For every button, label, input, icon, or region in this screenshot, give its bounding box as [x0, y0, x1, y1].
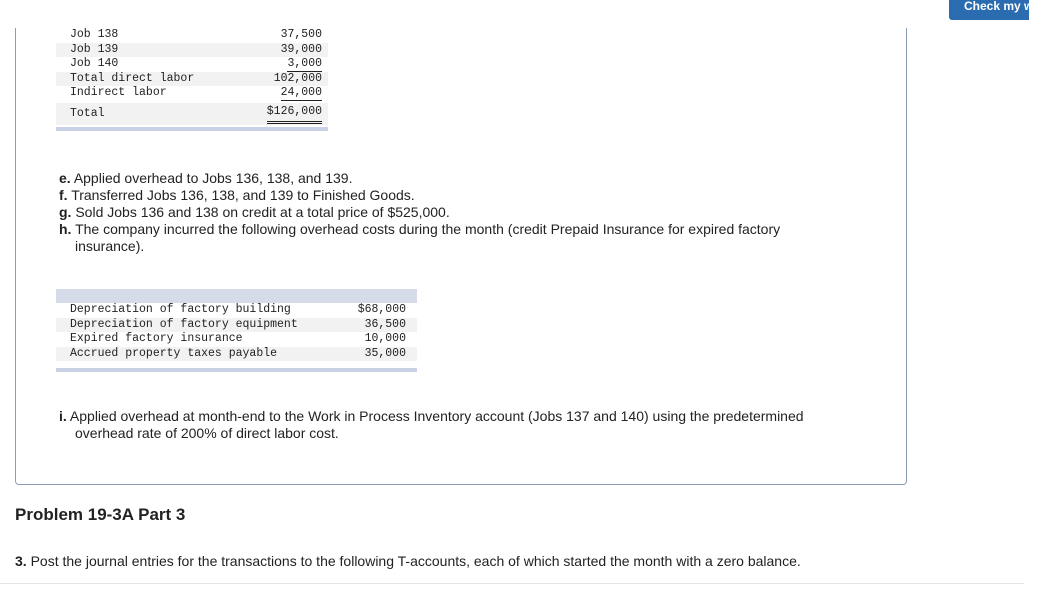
- transaction-text-continued: insurance).: [75, 238, 145, 254]
- labor-row-total: [56, 103, 328, 125]
- labor-row-value: 39,000: [280, 42, 322, 56]
- table-bottom-bar: [56, 127, 328, 131]
- overhead-row-value: 36,500: [364, 317, 406, 331]
- overhead-row-value: 10,000: [364, 332, 406, 345]
- labor-row-job-140: [56, 57, 328, 72]
- overhead-costs-table: [56, 289, 417, 372]
- transaction-g: [59, 204, 859, 221]
- labor-row-value: 102,000: [273, 71, 322, 85]
- part-instruction: [15, 553, 801, 569]
- overhead-row: [56, 332, 417, 347]
- transaction-h: [59, 221, 859, 255]
- labor-table: [56, 28, 328, 131]
- labor-total-value: $126,000: [267, 103, 322, 124]
- transaction-letter: i.: [59, 408, 67, 424]
- check-my-work-button[interactable]: Check my work: [949, 0, 1029, 20]
- transaction-text: Applied overhead to Jobs 136, 138, and 139.: [73, 170, 353, 186]
- instruction-text: Post the journal entries for the transactions to the following T-accounts, each of which started the month with a zero balance.: [30, 553, 801, 569]
- transaction-i: [59, 408, 859, 442]
- overhead-row-value: 35,000: [364, 346, 406, 360]
- part-title: Problem 19-3A Part 3: [15, 505, 186, 524]
- table-header-bar: [56, 289, 417, 303]
- transaction-text-continued: overhead rate of 200% of direct labor cost.: [75, 425, 339, 441]
- transaction-letter: h.: [59, 221, 72, 237]
- labor-row-value: 37,500: [280, 28, 322, 41]
- transaction-text: Applied overhead at month-end to the Work in Process Inventory account (Jobs 137 and 140) using the predetermined: [69, 408, 804, 424]
- overhead-row-label: Accrued property taxes payable: [70, 346, 278, 360]
- transaction-text: Transferred Jobs 136, 138, and 139 to Finished Goods.: [71, 187, 415, 203]
- labor-row-value: 24,000: [280, 86, 322, 99]
- transaction-text: Sold Jobs 136 and 138 on credit at a total price of $525,000.: [75, 204, 450, 220]
- transaction-letter: e.: [59, 170, 71, 186]
- labor-row-label: Job 139: [70, 42, 119, 56]
- instruction-number: 3.: [15, 553, 27, 569]
- divider: [0, 583, 1024, 584]
- overhead-row: [56, 303, 417, 318]
- transaction-letter: g.: [59, 204, 72, 220]
- overhead-row-label: Expired factory insurance: [70, 332, 243, 345]
- overhead-row: [56, 318, 417, 333]
- overhead-row: [56, 347, 417, 362]
- labor-row-job-139: [56, 43, 328, 58]
- labor-row-label: Job 138: [70, 28, 119, 41]
- labor-row-value: 3,000: [287, 57, 322, 70]
- overhead-row-label: Depreciation of factory building: [70, 303, 291, 316]
- labor-row-label: Total direct labor: [70, 71, 195, 85]
- transaction-f: [59, 187, 859, 204]
- overhead-row-value: $68,000: [357, 303, 406, 316]
- labor-row-label: Indirect labor: [70, 86, 167, 99]
- labor-row-job-138: [56, 28, 328, 43]
- table-bottom-bar: [56, 368, 417, 372]
- labor-row-total-direct: [56, 72, 328, 87]
- labor-row-indirect: [56, 86, 328, 101]
- labor-total-label: Total: [70, 106, 105, 120]
- transaction-letter: f.: [59, 187, 68, 203]
- transaction-text: The company incurred the following overhead costs during the month (credit Prepaid Insurance for expired factory: [75, 221, 781, 237]
- transaction-e: [59, 170, 859, 187]
- overhead-row-label: Depreciation of factory equipment: [70, 317, 298, 331]
- labor-row-label: Job 140: [70, 57, 119, 70]
